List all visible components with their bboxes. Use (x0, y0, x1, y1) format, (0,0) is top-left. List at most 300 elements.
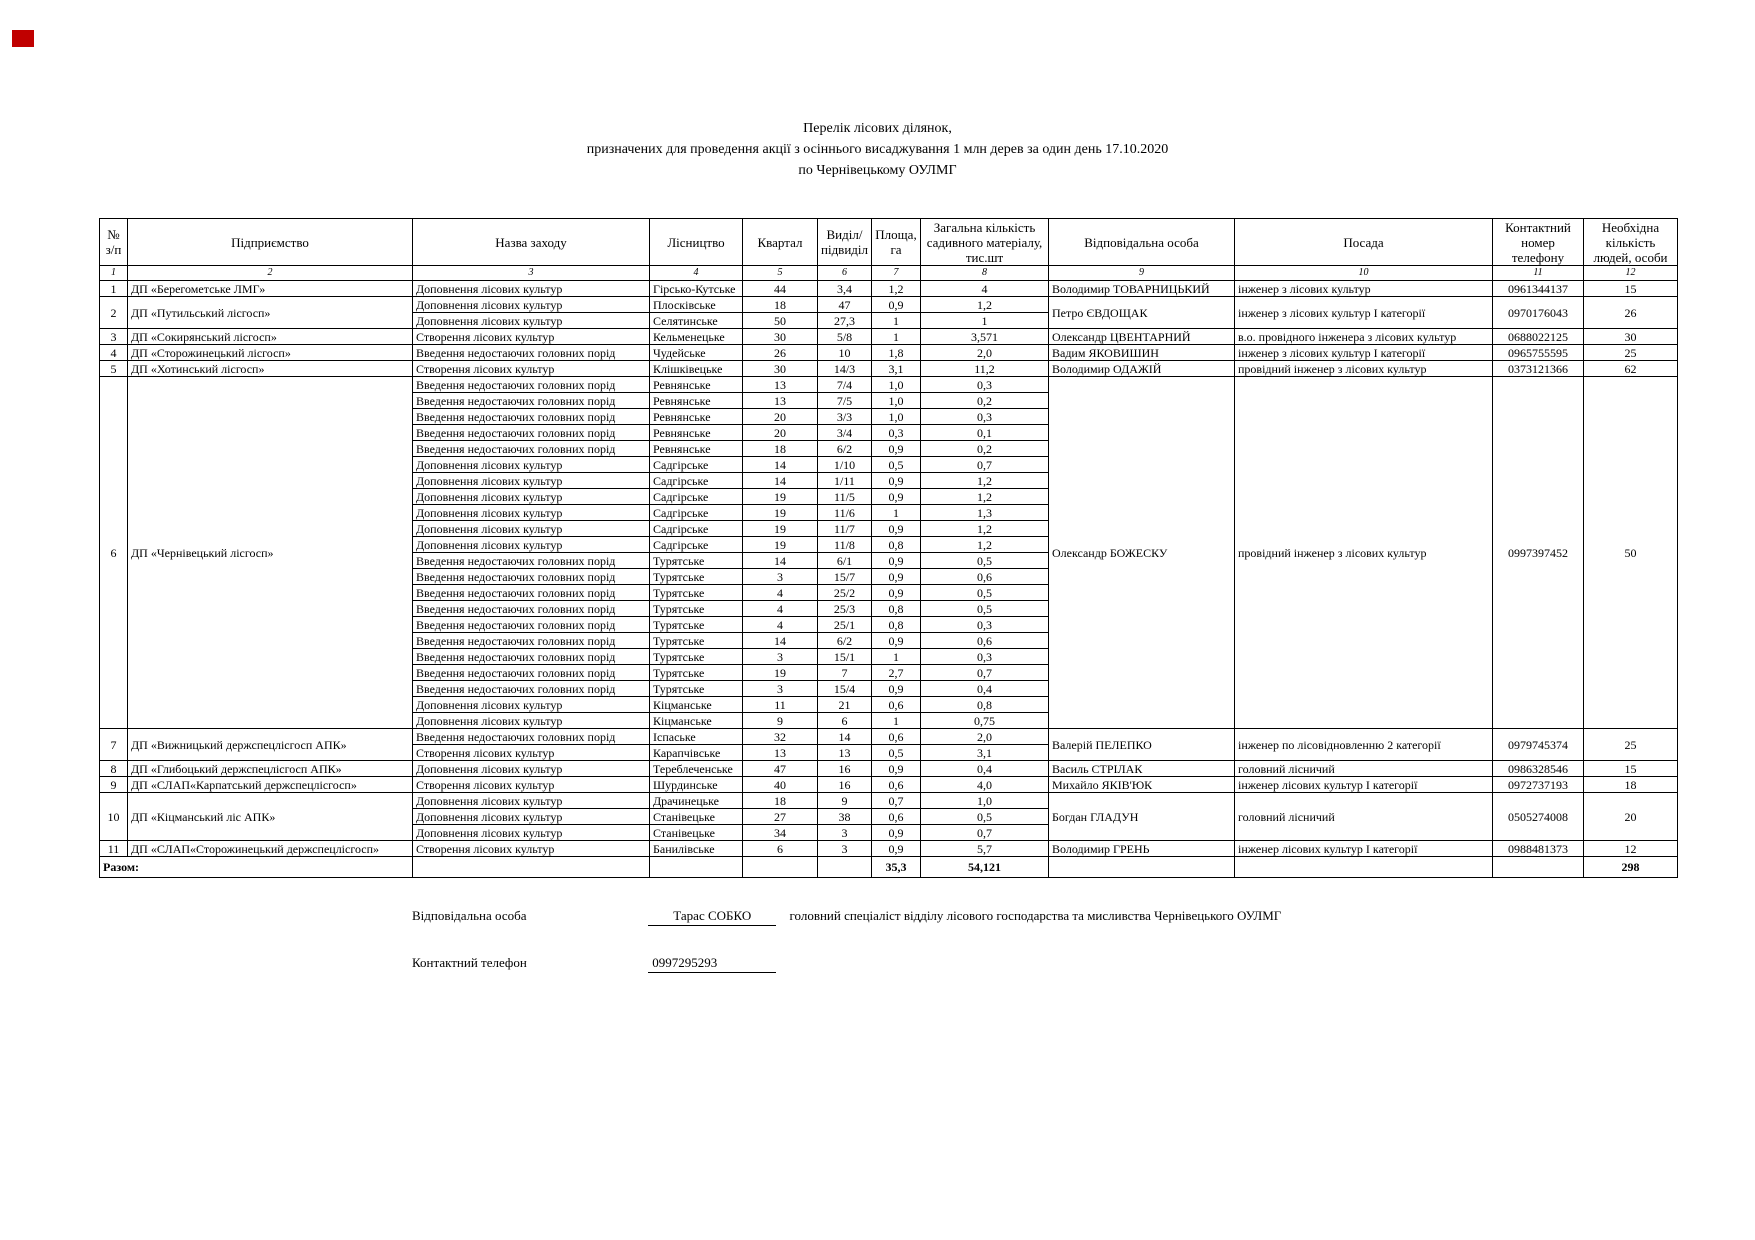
cell-kvartal: 3 (743, 681, 818, 697)
cell-area: 0,9 (872, 569, 921, 585)
cell-phone: 0997397452 (1493, 377, 1584, 729)
cell-material: 11,2 (921, 361, 1049, 377)
cell-forestry: Кіцманське (650, 697, 743, 713)
cell-material: 0,2 (921, 441, 1049, 457)
table-row (100, 793, 1678, 809)
cell-num: 3 (100, 329, 128, 345)
cell-activity: Створення лісових культур (413, 777, 650, 793)
cell-people: 12 (1584, 841, 1678, 857)
cell-company: ДП «Берегометське ЛМГ» (128, 281, 413, 297)
cell-kvartal: 3 (743, 569, 818, 585)
table-row (100, 281, 1678, 297)
cell-position: інженер з лісових культур І категорії (1235, 345, 1493, 361)
cell-material: 0,3 (921, 617, 1049, 633)
total-empty-responsible (1049, 857, 1235, 878)
cell-phone: 0986328546 (1493, 761, 1584, 777)
cell-kvartal: 19 (743, 521, 818, 537)
cell-area: 1,2 (872, 281, 921, 297)
column-number-6: 6 (818, 266, 872, 281)
total-empty-phone (1493, 857, 1584, 878)
cell-vydil: 25/2 (818, 585, 872, 601)
cell-company: ДП «Хотинський лісгосп» (128, 361, 413, 377)
cell-kvartal: 14 (743, 473, 818, 489)
cell-vydil: 3,4 (818, 281, 872, 297)
cell-kvartal: 47 (743, 761, 818, 777)
cell-responsible: Богдан ГЛАДУН (1049, 793, 1235, 841)
cell-area: 0,8 (872, 617, 921, 633)
table-row (100, 345, 1678, 361)
cell-activity: Створення лісових культур (413, 745, 650, 761)
cell-forestry: Садгірське (650, 521, 743, 537)
table-row (100, 361, 1678, 377)
cell-kvartal: 20 (743, 425, 818, 441)
contact-phone-value: 0997295293 (648, 955, 776, 973)
header-row (100, 219, 1678, 266)
column-header-11: Контактний номер телефону (1493, 219, 1584, 266)
cell-people: 25 (1584, 345, 1678, 361)
column-header-1: № з/п (100, 219, 128, 266)
cell-activity: Доповнення лісових культур (413, 537, 650, 553)
cell-area: 0,9 (872, 489, 921, 505)
cell-kvartal: 19 (743, 665, 818, 681)
cell-area: 0,9 (872, 553, 921, 569)
cell-num: 11 (100, 841, 128, 857)
cell-responsible: Василь СТРІЛАК (1049, 761, 1235, 777)
table-row (100, 329, 1678, 345)
cell-company: ДП «Вижницький держспецлісгосп АПК» (128, 729, 413, 761)
cell-people: 50 (1584, 377, 1678, 729)
cell-phone: 0373121366 (1493, 361, 1584, 377)
cell-kvartal: 32 (743, 729, 818, 745)
cell-activity: Введення недостаючих головних порід (413, 649, 650, 665)
cell-area: 0,9 (872, 521, 921, 537)
cell-vydil: 7/4 (818, 377, 872, 393)
cell-material: 0,3 (921, 409, 1049, 425)
cell-area: 1,0 (872, 409, 921, 425)
total-material: 54,121 (921, 857, 1049, 878)
cell-vydil: 10 (818, 345, 872, 361)
cell-responsible: Володимир ОДАЖІЙ (1049, 361, 1235, 377)
responsible-value: Тарас СОБКО (648, 908, 776, 926)
column-header-2: Підприємство (128, 219, 413, 266)
cell-num: 5 (100, 361, 128, 377)
responsible-description: головний спеціаліст відділу лісового господарства та мисливства Чернівецького ОУЛМГ (789, 908, 1282, 923)
cell-forestry: Садгірське (650, 489, 743, 505)
cell-forestry: Шурдинське (650, 777, 743, 793)
cell-material: 0,7 (921, 825, 1049, 841)
cell-kvartal: 50 (743, 313, 818, 329)
cell-kvartal: 19 (743, 537, 818, 553)
cell-forestry: Драчинецьке (650, 793, 743, 809)
total-people: 298 (1584, 857, 1678, 878)
cell-forestry: Турятське (650, 601, 743, 617)
cell-area: 0,6 (872, 777, 921, 793)
cell-vydil: 5/8 (818, 329, 872, 345)
cell-material: 0,5 (921, 809, 1049, 825)
cell-vydil: 14/3 (818, 361, 872, 377)
cell-activity: Введення недостаючих головних порід (413, 553, 650, 569)
cell-forestry: Садгірське (650, 473, 743, 489)
cell-vydil: 6 (818, 713, 872, 729)
cell-vydil: 6/1 (818, 553, 872, 569)
cell-position: провідний інженер з лісових культур (1235, 361, 1493, 377)
cell-forestry: Турятське (650, 681, 743, 697)
column-number-2: 2 (128, 266, 413, 281)
cell-area: 1,0 (872, 393, 921, 409)
cell-vydil: 25/3 (818, 601, 872, 617)
total-empty-kvartal (743, 857, 818, 878)
cell-position: інженер лісових культур І категорії (1235, 841, 1493, 857)
cell-material: 1 (921, 313, 1049, 329)
cell-phone: 0965755595 (1493, 345, 1584, 361)
cell-activity: Доповнення лісових культур (413, 713, 650, 729)
table-row (100, 777, 1678, 793)
cell-material: 2,0 (921, 345, 1049, 361)
cell-forestry: Турятське (650, 633, 743, 649)
cell-forestry: Селятинське (650, 313, 743, 329)
column-number-7: 7 (872, 266, 921, 281)
cell-material: 0,3 (921, 649, 1049, 665)
cell-activity: Введення недостаючих головних порід (413, 441, 650, 457)
cell-forestry: Ревнянське (650, 393, 743, 409)
cell-company: ДП «Путильський лісгосп» (128, 297, 413, 329)
cell-kvartal: 14 (743, 457, 818, 473)
cell-activity: Введення недостаючих головних порід (413, 425, 650, 441)
cell-activity: Введення недостаючих головних порід (413, 393, 650, 409)
cell-people: 18 (1584, 777, 1678, 793)
cell-activity: Введення недостаючих головних порід (413, 729, 650, 745)
table-head (100, 219, 1678, 281)
total-empty-forestry (650, 857, 743, 878)
cell-vydil: 16 (818, 761, 872, 777)
cell-phone: 0972737193 (1493, 777, 1584, 793)
cell-people: 15 (1584, 281, 1678, 297)
cell-material: 0,8 (921, 697, 1049, 713)
total-label: Разом: (100, 857, 413, 878)
cell-forestry: Садгірське (650, 537, 743, 553)
cell-area: 0,5 (872, 745, 921, 761)
cell-kvartal: 14 (743, 633, 818, 649)
column-number-4: 4 (650, 266, 743, 281)
cell-kvartal: 34 (743, 825, 818, 841)
cell-phone: 0961344137 (1493, 281, 1584, 297)
cell-activity: Введення недостаючих головних порід (413, 681, 650, 697)
cell-area: 0,6 (872, 729, 921, 745)
cell-company: ДП «Чернівецький лісгосп» (128, 377, 413, 729)
column-header-4: Лісництво (650, 219, 743, 266)
cell-forestry: Чудейське (650, 345, 743, 361)
cell-company: ДП «Сторожинецький лісгосп» (128, 345, 413, 361)
cell-kvartal: 18 (743, 793, 818, 809)
red-marker (12, 30, 34, 47)
cell-activity: Введення недостаючих головних порід (413, 569, 650, 585)
column-header-9: Відповідальна особа (1049, 219, 1235, 266)
cell-activity: Введення недостаючих головних порід (413, 617, 650, 633)
cell-num: 6 (100, 377, 128, 729)
cell-activity: Доповнення лісових культур (413, 761, 650, 777)
cell-company: ДП «СЛАП«Карпатський держспецлісгосп» (128, 777, 413, 793)
cell-area: 1 (872, 505, 921, 521)
cell-area: 0,9 (872, 681, 921, 697)
cell-area: 0,9 (872, 841, 921, 857)
cell-forestry: Клішківецьке (650, 361, 743, 377)
cell-area: 0,9 (872, 761, 921, 777)
cell-forestry: Турятське (650, 649, 743, 665)
cell-material: 2,0 (921, 729, 1049, 745)
cell-forestry: Станівецьке (650, 825, 743, 841)
column-number-9: 9 (1049, 266, 1235, 281)
title-line-2: призначених для проведення акції з осіннього висаджування 1 млн дерев за один день 17.10.2020 (586, 142, 1169, 157)
cell-kvartal: 3 (743, 649, 818, 665)
cell-material: 0,2 (921, 393, 1049, 409)
column-header-12: Необхідна кількість людей, особи (1584, 219, 1678, 266)
cell-kvartal: 18 (743, 297, 818, 313)
table-row (100, 841, 1678, 857)
cell-num: 1 (100, 281, 128, 297)
total-row (100, 857, 1678, 878)
cell-forestry: Ревнянське (650, 425, 743, 441)
footer-phone-line (412, 955, 776, 973)
cell-forestry: Іспаське (650, 729, 743, 745)
cell-forestry: Банилівське (650, 841, 743, 857)
cell-material: 0,4 (921, 681, 1049, 697)
cell-phone: 0505274008 (1493, 793, 1584, 841)
cell-activity: Доповнення лісових культур (413, 473, 650, 489)
cell-vydil: 15/4 (818, 681, 872, 697)
table-row (100, 297, 1678, 313)
cell-position: інженер з лісових культур (1235, 281, 1493, 297)
cell-forestry: Садгірське (650, 505, 743, 521)
cell-material: 4,0 (921, 777, 1049, 793)
cell-responsible: Олександр ЦВЕНТАРНИЙ (1049, 329, 1235, 345)
cell-area: 0,5 (872, 457, 921, 473)
column-header-8: Загальна кількість садивного матеріалу, тис.шт (921, 219, 1049, 266)
cell-company: ДП «Глибоцький держспецлісгосп АПК» (128, 761, 413, 777)
responsible-label: Відповідальна особа (412, 908, 527, 923)
cell-area: 1 (872, 649, 921, 665)
cell-company: ДП «Сокирянський лісгосп» (128, 329, 413, 345)
cell-area: 0,8 (872, 601, 921, 617)
cell-position: в.о. провідного інженера з лісових культур (1235, 329, 1493, 345)
cell-vydil: 16 (818, 777, 872, 793)
cell-forestry: Тереблеченське (650, 761, 743, 777)
cell-material: 0,4 (921, 761, 1049, 777)
cell-company: ДП «СЛАП«Сторожинецький держспецлісгосп» (128, 841, 413, 857)
cell-position: інженер по лісовідновленню 2 категорії (1235, 729, 1493, 761)
title-line-3: по Чернівецькому ОУЛМГ (798, 163, 957, 178)
cell-material: 1,3 (921, 505, 1049, 521)
cell-vydil: 47 (818, 297, 872, 313)
cell-num: 10 (100, 793, 128, 841)
cell-area: 0,6 (872, 809, 921, 825)
cell-area: 0,9 (872, 825, 921, 841)
cell-material: 3,571 (921, 329, 1049, 345)
cell-vydil: 11/7 (818, 521, 872, 537)
table-row (100, 729, 1678, 745)
cell-people: 20 (1584, 793, 1678, 841)
cell-vydil: 11/8 (818, 537, 872, 553)
cell-area: 3,1 (872, 361, 921, 377)
cell-area: 0,6 (872, 697, 921, 713)
cell-vydil: 6/2 (818, 441, 872, 457)
cell-vydil: 14 (818, 729, 872, 745)
cell-forestry: Турятське (650, 569, 743, 585)
cell-kvartal: 30 (743, 329, 818, 345)
cell-vydil: 3/4 (818, 425, 872, 441)
cell-area: 0,3 (872, 425, 921, 441)
cell-area: 0,9 (872, 441, 921, 457)
cell-forestry: Садгірське (650, 457, 743, 473)
cell-material: 1,0 (921, 793, 1049, 809)
table-body (100, 281, 1678, 878)
cell-material: 1,2 (921, 537, 1049, 553)
cell-people: 62 (1584, 361, 1678, 377)
cell-vydil: 15/7 (818, 569, 872, 585)
cell-area: 0,8 (872, 537, 921, 553)
column-header-3: Назва заходу (413, 219, 650, 266)
cell-activity: Введення недостаючих головних порід (413, 345, 650, 361)
cell-kvartal: 18 (743, 441, 818, 457)
cell-material: 0,5 (921, 553, 1049, 569)
cell-phone: 0970176043 (1493, 297, 1584, 329)
cell-vydil: 9 (818, 793, 872, 809)
cell-material: 0,75 (921, 713, 1049, 729)
cell-num: 7 (100, 729, 128, 761)
cell-responsible: Михайло ЯКІВ'ЮК (1049, 777, 1235, 793)
cell-kvartal: 27 (743, 809, 818, 825)
cell-kvartal: 26 (743, 345, 818, 361)
cell-vydil: 15/1 (818, 649, 872, 665)
cell-responsible: Володимир ТОВАРНИЦЬКИЙ (1049, 281, 1235, 297)
cell-responsible: Петро ЄВДОЩАК (1049, 297, 1235, 329)
cell-forestry: Ревнянське (650, 377, 743, 393)
cell-num: 9 (100, 777, 128, 793)
cell-forestry: Гірсько-Кутське (650, 281, 743, 297)
cell-activity: Введення недостаючих головних порід (413, 585, 650, 601)
cell-area: 1 (872, 329, 921, 345)
cell-activity: Введення недостаючих головних порід (413, 665, 650, 681)
cell-phone: 0988481373 (1493, 841, 1584, 857)
column-number-12: 12 (1584, 266, 1678, 281)
cell-kvartal: 19 (743, 489, 818, 505)
cell-activity: Створення лісових культур (413, 329, 650, 345)
cell-forestry: Турятське (650, 553, 743, 569)
cell-activity: Введення недостаючих головних порід (413, 377, 650, 393)
cell-phone: 0979745374 (1493, 729, 1584, 761)
cell-vydil: 3 (818, 825, 872, 841)
cell-area: 0,7 (872, 793, 921, 809)
total-empty-vydil (818, 857, 872, 878)
cell-material: 0,1 (921, 425, 1049, 441)
cell-material: 0,5 (921, 601, 1049, 617)
cell-phone: 0688022125 (1493, 329, 1584, 345)
cell-people: 26 (1584, 297, 1678, 329)
cell-vydil: 27,3 (818, 313, 872, 329)
cell-area: 0,9 (872, 585, 921, 601)
footer-responsible-line (412, 908, 1281, 926)
forest-plots-table (99, 218, 1678, 878)
column-number-8: 8 (921, 266, 1049, 281)
cell-kvartal: 4 (743, 601, 818, 617)
cell-kvartal: 20 (743, 409, 818, 425)
cell-responsible: Валерій ПЕЛЕПКО (1049, 729, 1235, 761)
cell-activity: Введення недостаючих головних порід (413, 601, 650, 617)
cell-area: 1,8 (872, 345, 921, 361)
column-number-1: 1 (100, 266, 128, 281)
cell-kvartal: 9 (743, 713, 818, 729)
cell-activity: Доповнення лісових культур (413, 697, 650, 713)
total-empty-activity (413, 857, 650, 878)
column-number-5: 5 (743, 266, 818, 281)
cell-kvartal: 11 (743, 697, 818, 713)
cell-material: 1,2 (921, 473, 1049, 489)
cell-activity: Доповнення лісових культур (413, 505, 650, 521)
cell-area: 2,7 (872, 665, 921, 681)
cell-people: 30 (1584, 329, 1678, 345)
cell-position: інженер лісових культур І категорії (1235, 777, 1493, 793)
cell-forestry: Кельменецьке (650, 329, 743, 345)
contact-phone-label: Контактний телефон (412, 955, 527, 970)
cell-material: 5,7 (921, 841, 1049, 857)
cell-vydil: 25/1 (818, 617, 872, 633)
cell-responsible: Олександр БОЖЕСКУ (1049, 377, 1235, 729)
cell-activity: Доповнення лісових культур (413, 489, 650, 505)
cell-activity: Створення лісових культур (413, 361, 650, 377)
cell-kvartal: 6 (743, 841, 818, 857)
cell-position: головний лісничий (1235, 793, 1493, 841)
cell-kvartal: 44 (743, 281, 818, 297)
cell-vydil: 1/10 (818, 457, 872, 473)
cell-activity: Введення недостаючих головних порід (413, 633, 650, 649)
column-number-11: 11 (1493, 266, 1584, 281)
cell-kvartal: 14 (743, 553, 818, 569)
cell-material: 0,6 (921, 633, 1049, 649)
cell-forestry: Турятське (650, 665, 743, 681)
cell-activity: Введення недостаючих головних порід (413, 409, 650, 425)
cell-material: 1,2 (921, 521, 1049, 537)
cell-vydil: 11/5 (818, 489, 872, 505)
column-number-3: 3 (413, 266, 650, 281)
cell-material: 0,7 (921, 457, 1049, 473)
cell-kvartal: 4 (743, 585, 818, 601)
column-header-6: Виділ/ підвиділ (818, 219, 872, 266)
cell-activity: Доповнення лісових культур (413, 281, 650, 297)
cell-activity: Доповнення лісових культур (413, 809, 650, 825)
cell-forestry: Турятське (650, 617, 743, 633)
cell-activity: Доповнення лісових культур (413, 457, 650, 473)
cell-material: 1,2 (921, 297, 1049, 313)
cell-company: ДП «Кіцманський ліс АПК» (128, 793, 413, 841)
cell-forestry: Ревнянське (650, 441, 743, 457)
cell-vydil: 38 (818, 809, 872, 825)
column-number-10: 10 (1235, 266, 1493, 281)
cell-kvartal: 13 (743, 377, 818, 393)
cell-activity: Доповнення лісових культур (413, 297, 650, 313)
cell-num: 4 (100, 345, 128, 361)
cell-activity: Створення лісових культур (413, 841, 650, 857)
title-line-1: Перелік лісових ділянок, (803, 121, 952, 136)
cell-vydil: 3/3 (818, 409, 872, 425)
cell-kvartal: 30 (743, 361, 818, 377)
cell-material: 3,1 (921, 745, 1049, 761)
cell-forestry: Кіцманське (650, 713, 743, 729)
cell-kvartal: 13 (743, 393, 818, 409)
cell-area: 0,9 (872, 633, 921, 649)
cell-vydil: 7/5 (818, 393, 872, 409)
cell-activity: Доповнення лісових культур (413, 793, 650, 809)
cell-num: 2 (100, 297, 128, 329)
cell-kvartal: 4 (743, 617, 818, 633)
